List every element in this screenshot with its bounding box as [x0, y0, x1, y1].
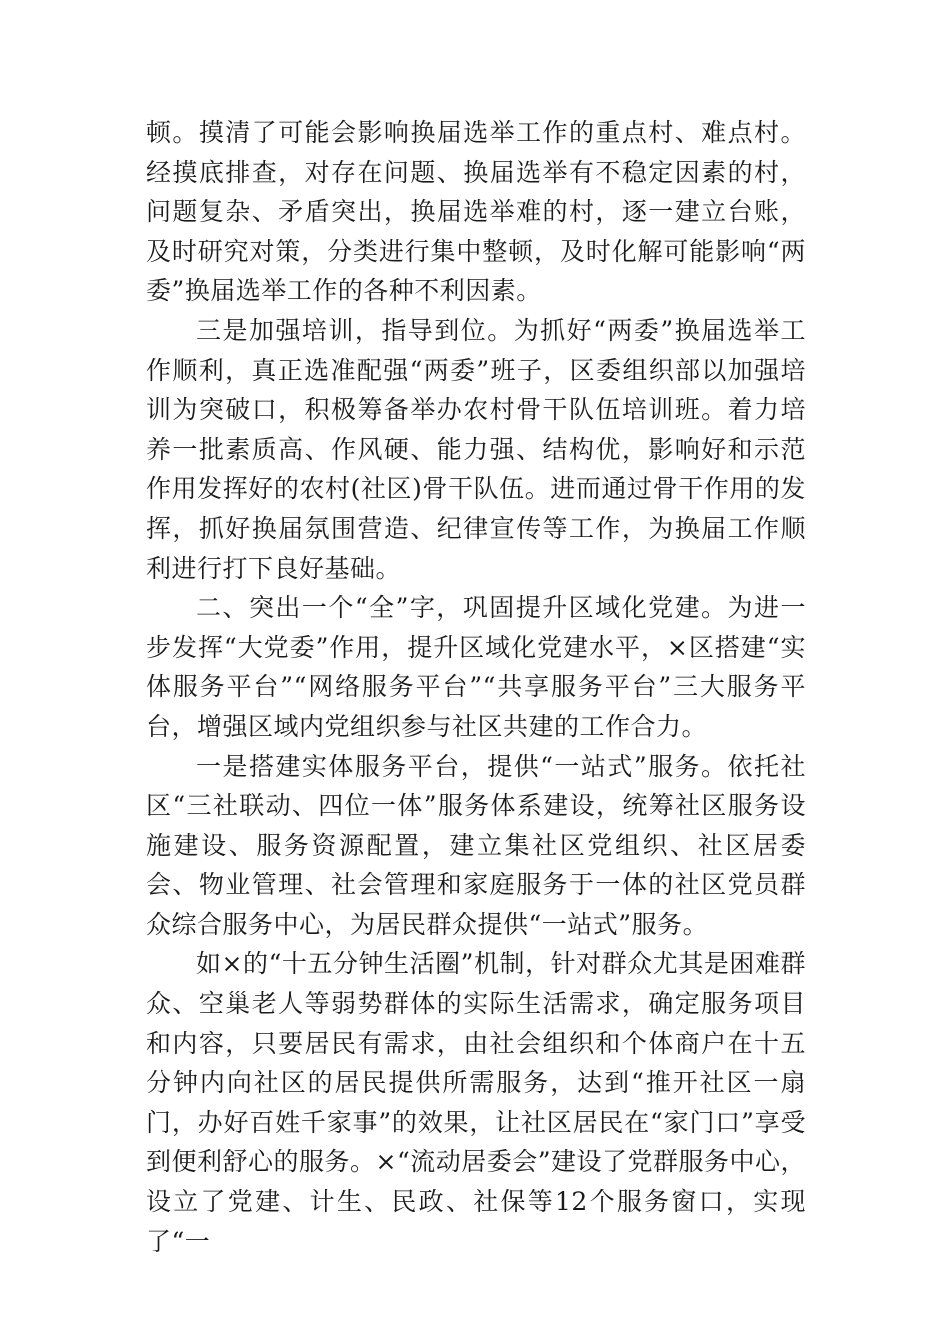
paragraph-2: 三是加强培训，指导到位。为抓好“两委”换届选举工作顺利，真正选准配强“两委”班子，区委组织部以加强培训为突破口，积极筹备举办农村骨干队伍培训班。着力培养一批素质高、作风硬、能力强、结构优，影响好和示范作用发挥好的农村(社区)骨干队伍。进而通过骨干作用的发挥，抓好换届氛围营造、纪律宣传等工作，为换届工作顺利进行打下良好基础。	[146, 315, 806, 583]
document-body	[146, 113, 806, 1261]
paragraph-3: 二、突出一个“全”字，巩固提升区域化党建。为进一步发挥“大党委”作用，提升区域化党建水平，×区搭建“实体服务平台”“网络服务平台”“共享服务平台”三大服务平台，增强区域内党组织参与社区共建的工作合力。	[146, 593, 806, 741]
paragraph-4: 一是搭建实体服务平台，提供“一站式”服务。依托社区“三社联动、四位一体”服务体系建设，统筹社区服务设施建设、服务资源配置，建立集社区党组织、社区居委会、物业管理、社会管理和家庭服务于一体的社区党员群众综合服务中心，为居民群众提供“一站式”服务。	[146, 751, 806, 939]
paragraph-1: 顿。摸清了可能会影响换届选举工作的重点村、难点村。经摸底排查，对存在问题、换届选举有不稳定因素的村，问题复杂、矛盾突出，换届选举难的村，逐一建立台账，及时研究对策，分类进行集中整顿，及时化解可能影响“两委”换届选举工作的各种不利因素。	[146, 118, 806, 306]
paragraph-5: 如×的“十五分钟生活圈”机制，针对群众尤其是困难群众、空巢老人等弱势群体的实际生活需求，确定服务项目和内容，只要居民有需求，由社会组织和个体商户在十五分钟内向社区的居民提供所需服务，达到“推开社区一扇门，办好百姓千家事”的效果，让社区居民在“家门口”享受到便利舒心的服务。×“流动居委会”建设了党群服务中心，设立了党建、计生、民政、社保等12个服务窗口，实现了“一	[146, 949, 807, 1256]
